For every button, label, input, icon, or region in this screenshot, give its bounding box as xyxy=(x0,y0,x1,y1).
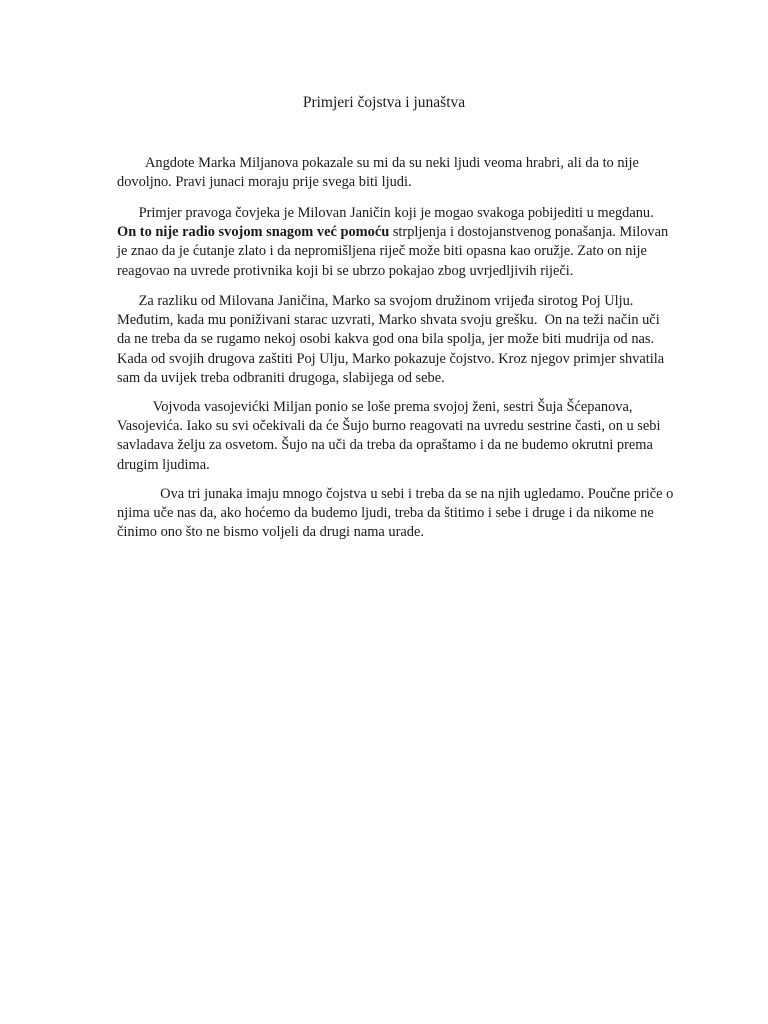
paragraph-line: Primjer pravoga čovjeka je Milovan Janičin koji je mogao svakoga pobijediti u megdanu. xyxy=(117,205,654,221)
paragraph-3 xyxy=(117,292,677,388)
paragraph-5 xyxy=(117,485,677,543)
paragraph-line: Za razliku od Milovana Janičina, Marko sa svojom družinom vrijeđa sirotog Poj Ulju. xyxy=(117,293,634,309)
paragraph-line: sam da uvijek treba odbraniti drugoga, slabijega od sebe. xyxy=(117,369,445,386)
paragraph-line: Vasojevića. Iako su svi očekivali da će Šujo burno reagovati na uvredu sestrine časti, on u sebi xyxy=(117,418,661,435)
paragraph-line-mixed xyxy=(117,223,677,242)
paragraph-line: reagovao na uvrede protivnika koji bi se ubrzo pokajao zbog uvrjedljivih riječi. xyxy=(117,262,574,279)
paragraph-line: Angdote Marka Miljanova pokazale su mi da su neki ljudi veoma hrabri, ali da to nije xyxy=(117,155,639,171)
paragraph-4 xyxy=(117,398,677,475)
paragraph-1 xyxy=(117,154,677,192)
document-title: Primjeri čojstva i junaštva xyxy=(302,94,466,111)
paragraph-line: činimo ono što ne bismo voljeli da drugi nama urade. xyxy=(117,524,424,541)
regular-text: strpljenja i dostojanstvenog ponašanja. Milovan xyxy=(389,224,669,241)
paragraph-line: Međutim, kada mu poniživani starac uzvrati, Marko shvata svoju grešku. On na teži način uči xyxy=(117,312,660,329)
paragraph-2 xyxy=(117,204,677,281)
paragraph-line: njima uče nas da, ako hoćemo da budemo ljudi, treba da štitimo i sebe i druge i da nikome ne xyxy=(117,505,654,522)
paragraph-line: Vojvoda vasojevićki Miljan ponio se loše prema svojoj ženi, sestri Šuja Šćepanova, xyxy=(117,399,633,415)
paragraph-line: savladava želju za osvetom. Šujo na uči da treba da opraštamo i da ne budemo okrutni prema xyxy=(117,437,653,454)
paragraph-line: Kada od svojih drugova zaštiti Poj Ulju, Marko pokazuje čojstvo. Kroz njegov primjer shvatila xyxy=(117,350,665,367)
paragraph-line: drugim ljudima. xyxy=(117,456,210,473)
paragraph-line: je znao da je ćutanje zlato i da nepromišljena riječ može biti opasna kao oružje. Zato on nije xyxy=(117,243,647,260)
paragraph-line: da ne treba da se rugamo nekoj osobi kakva god ona bila spolja, jer može biti mudrija od nas. xyxy=(117,331,655,348)
paragraph-line: Ova tri junaka imaju mnogo čojstva u sebi i treba da se na njih ugledamo. Poučne priče o xyxy=(117,486,674,502)
paragraph-line: dovoljno. Pravi junaci moraju prije svega biti ljudi. xyxy=(117,174,412,191)
bold-text: On to nije radio svojom snagom već pomoću xyxy=(117,224,390,241)
